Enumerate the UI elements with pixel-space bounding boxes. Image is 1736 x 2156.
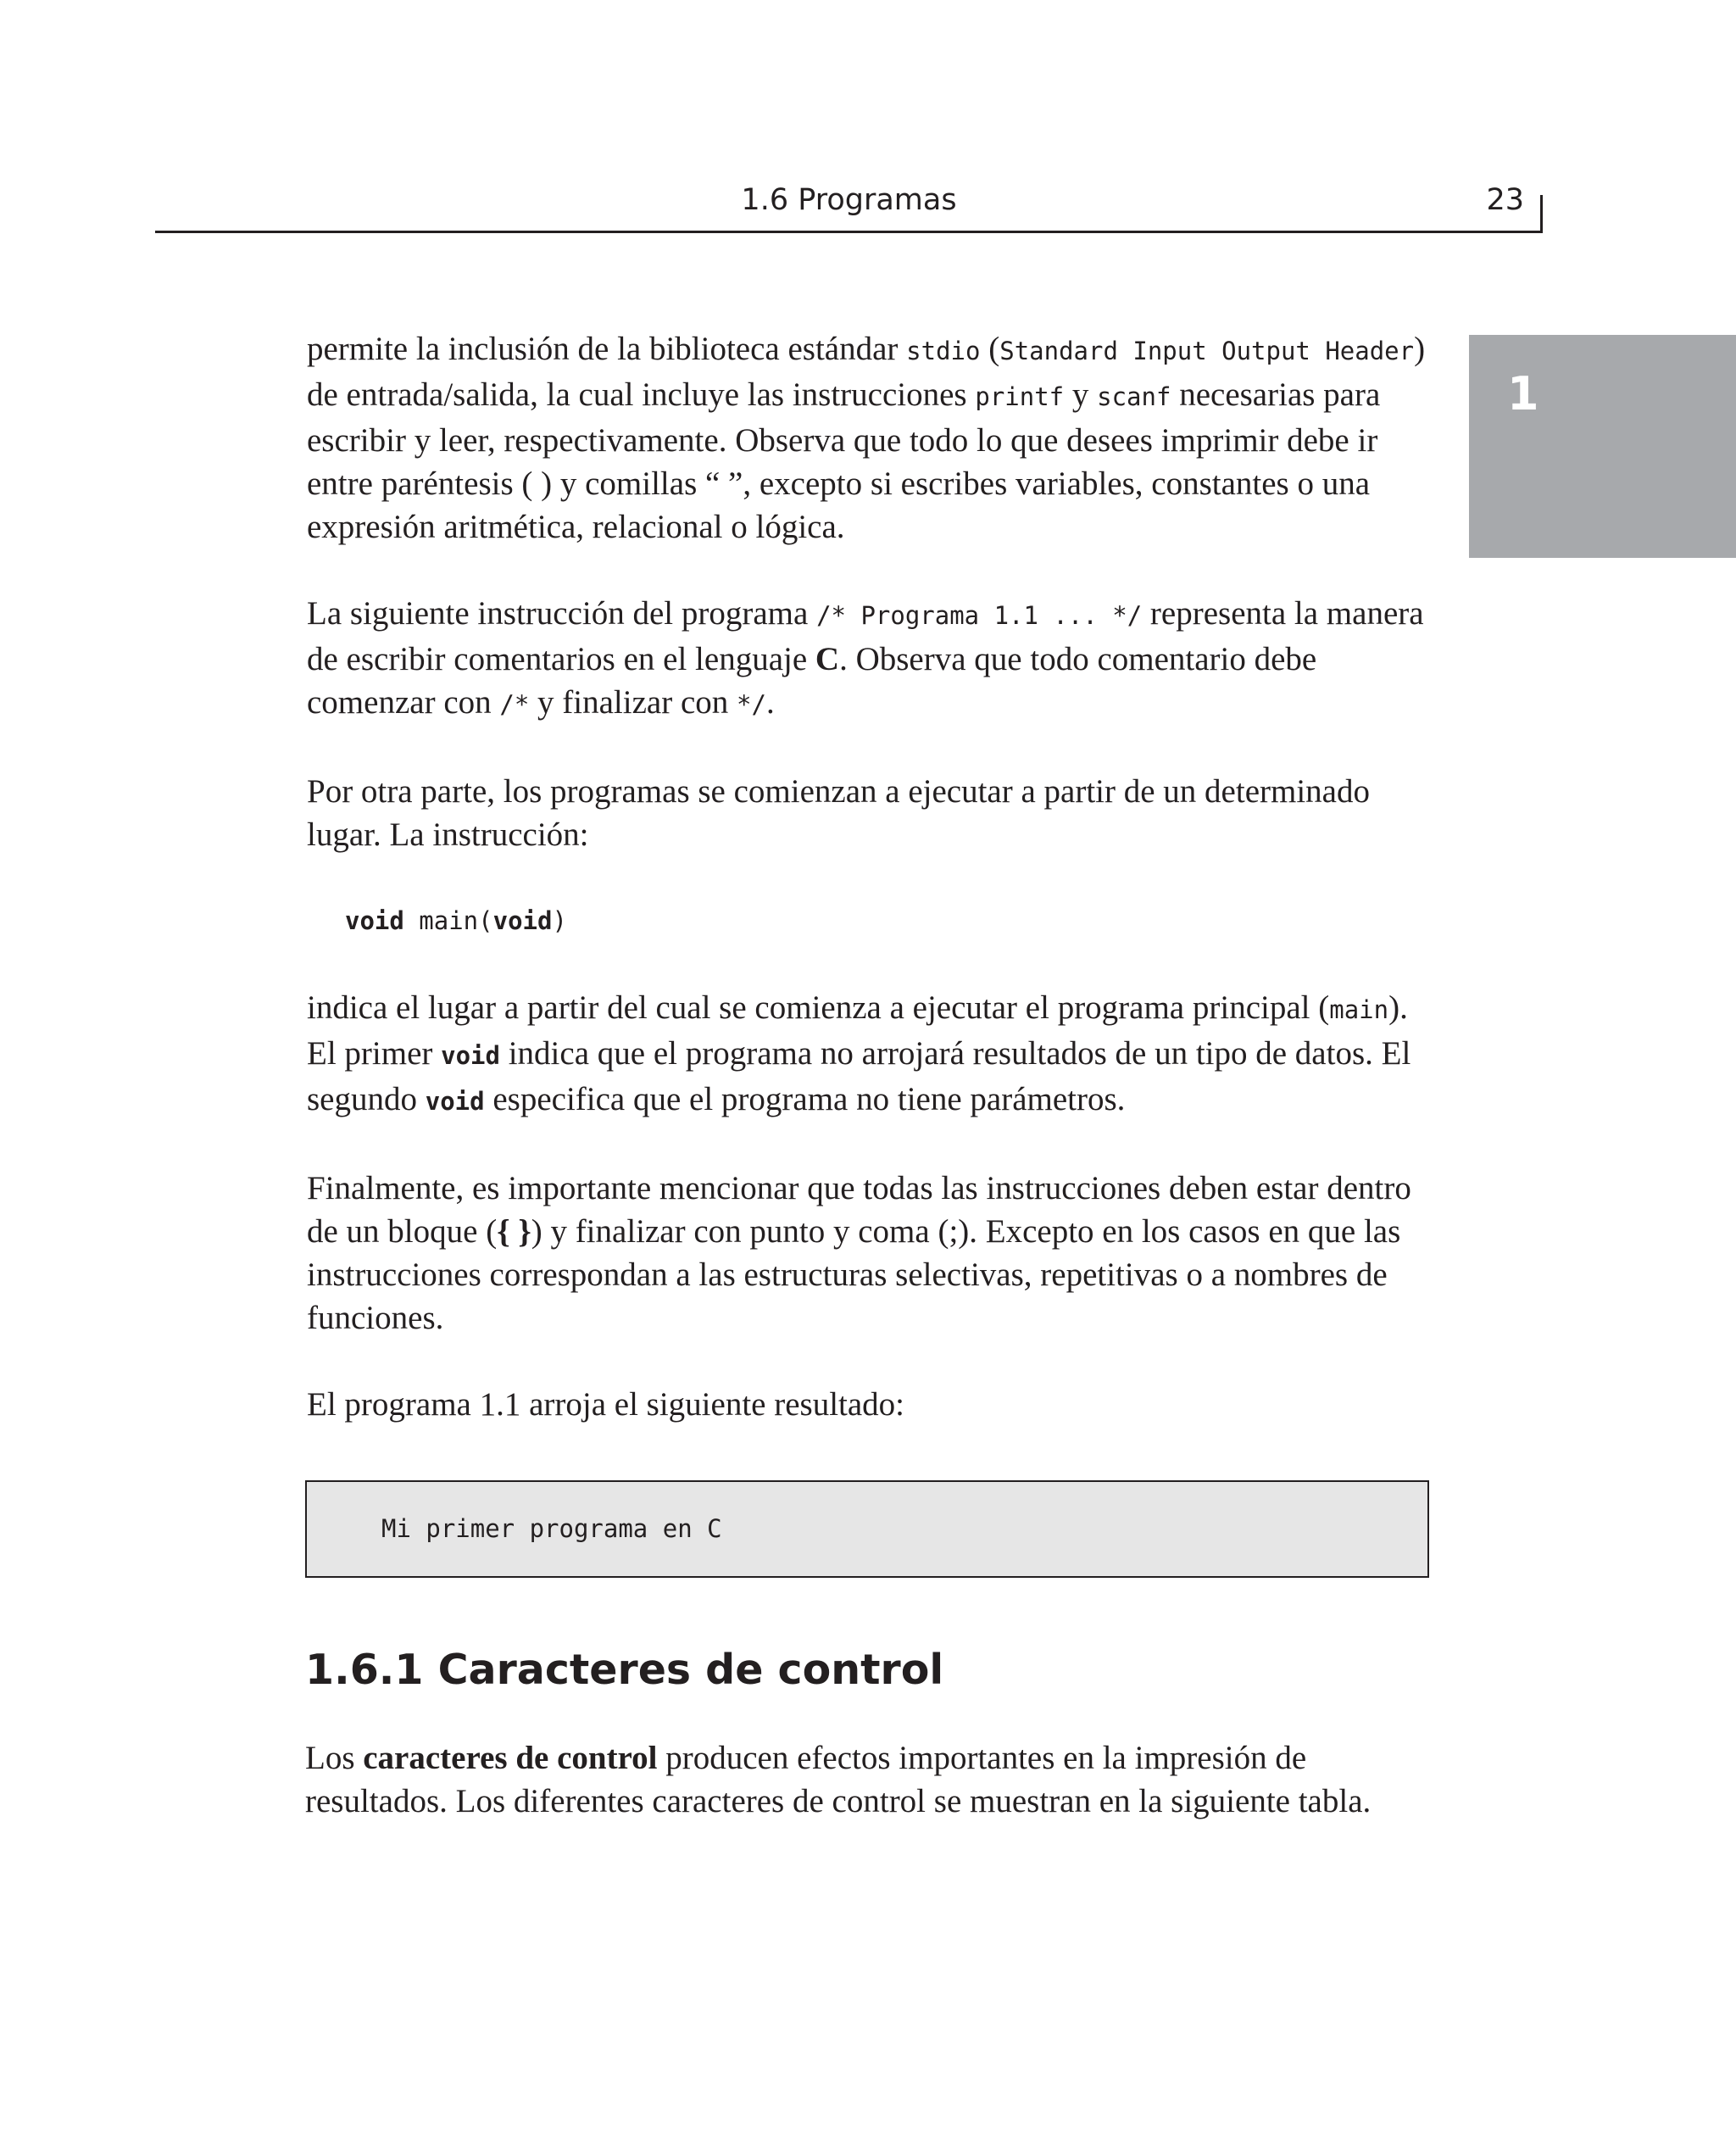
text-span: Por otra parte, los programas se comienzan a ejecutar a partir de un determinado lugar. La instrucción: [307, 773, 1370, 853]
text-span: necesarias para escribir y leer, respectivamente. Observa que todo lo que desees imprimir debe ir entre paréntesis ( ) y comillas “ ”, excepto si escribes variables, constantes o una expresión aritmética, relacional o lógica. [307, 376, 1381, 545]
chapter-tab [1469, 335, 1736, 558]
text-span: Finalmente, es importante mencionar que todas las instrucciones deben estar dentro de un bloque ( [307, 1170, 1411, 1250]
text-span: indica el lugar a partir del cual se comienza a ejecutar el programa principal ( [307, 989, 1330, 1026]
running-header [155, 178, 1543, 233]
bold-braces: { } [497, 1213, 531, 1250]
page-number: 23 [1486, 183, 1524, 217]
text-span: producen efectos importantes en la impresión de resultados. Los diferentes caracteres de control se muestran en la siguiente tabla. [305, 1740, 1372, 1819]
text-span: . Observa que todo comentario debe comenzar con [307, 641, 1317, 721]
paragraph-execution [307, 770, 1434, 856]
text-span: ( [980, 331, 1000, 367]
code-text: ) [552, 906, 567, 935]
bold-c: C [815, 641, 840, 677]
text-span: . [765, 684, 775, 721]
text-span: indica que el programa no arrojará resultados de un tipo de datos. El segundo [307, 1035, 1411, 1117]
code-text: main( [403, 906, 493, 935]
program-output-box [305, 1480, 1429, 1578]
code-comment: /* Programa 1.1 ... */ [816, 601, 1143, 630]
text-span: El programa 1.1 arroja el siguiente resultado: [307, 1386, 905, 1423]
text-span: especifica que el programa no tiene parámetros. [484, 1081, 1126, 1117]
paragraph-blocks [307, 1167, 1434, 1340]
code-stdio: stdio [906, 337, 981, 365]
code-scanf: scanf [1097, 382, 1171, 411]
code-printf: printf [975, 382, 1065, 411]
code-header-name: Standard Input Output Header [999, 337, 1415, 365]
text-span: ) de entrada/salida, la cual incluye las instrucciones [307, 331, 1426, 413]
text-span: representa la manera de escribir comentarios en el lenguaje [307, 595, 1424, 677]
program-output-text: Mi primer programa en C [381, 1514, 722, 1543]
code-void: void [441, 1041, 500, 1070]
section-heading: 1.6.1 Caracteres de control [305, 1646, 944, 1694]
code-main-declaration [345, 900, 1434, 943]
code-void: void [425, 1087, 485, 1116]
code-keyword: void [492, 906, 553, 935]
text-span: y finalizar con [529, 684, 737, 721]
body-text [307, 327, 1434, 1469]
code-comment-open: /* [499, 690, 530, 719]
paragraph-stdio [307, 327, 1434, 549]
chapter-number: 1 [1507, 367, 1539, 421]
paragraph-control-characters [305, 1736, 1441, 1823]
text-span: Los [305, 1740, 364, 1776]
text-span: ) y finalizar con punto y coma (;). Excepto en los casos en que las instrucciones correspondan a las estructuras selectivas, repetitivas o a nombres de funciones. [307, 1213, 1401, 1336]
paragraph-comments [307, 592, 1434, 727]
code-comment-close: */ [737, 690, 766, 719]
header-title: 1.6 Programas [741, 183, 957, 217]
text-span: permite la inclusión de la biblioteca estándar [307, 331, 907, 367]
bold-term: caracteres de control [363, 1740, 658, 1776]
paragraph-result-intro [307, 1383, 1434, 1426]
text-span: La siguiente instrucción del programa [307, 595, 817, 632]
code-main: main [1329, 995, 1389, 1024]
paragraph-main [307, 986, 1434, 1123]
text-span: ). El primer [307, 989, 1408, 1072]
header-rule-tick [1540, 195, 1543, 233]
text-span: y [1064, 376, 1098, 413]
code-keyword: void [345, 906, 404, 935]
